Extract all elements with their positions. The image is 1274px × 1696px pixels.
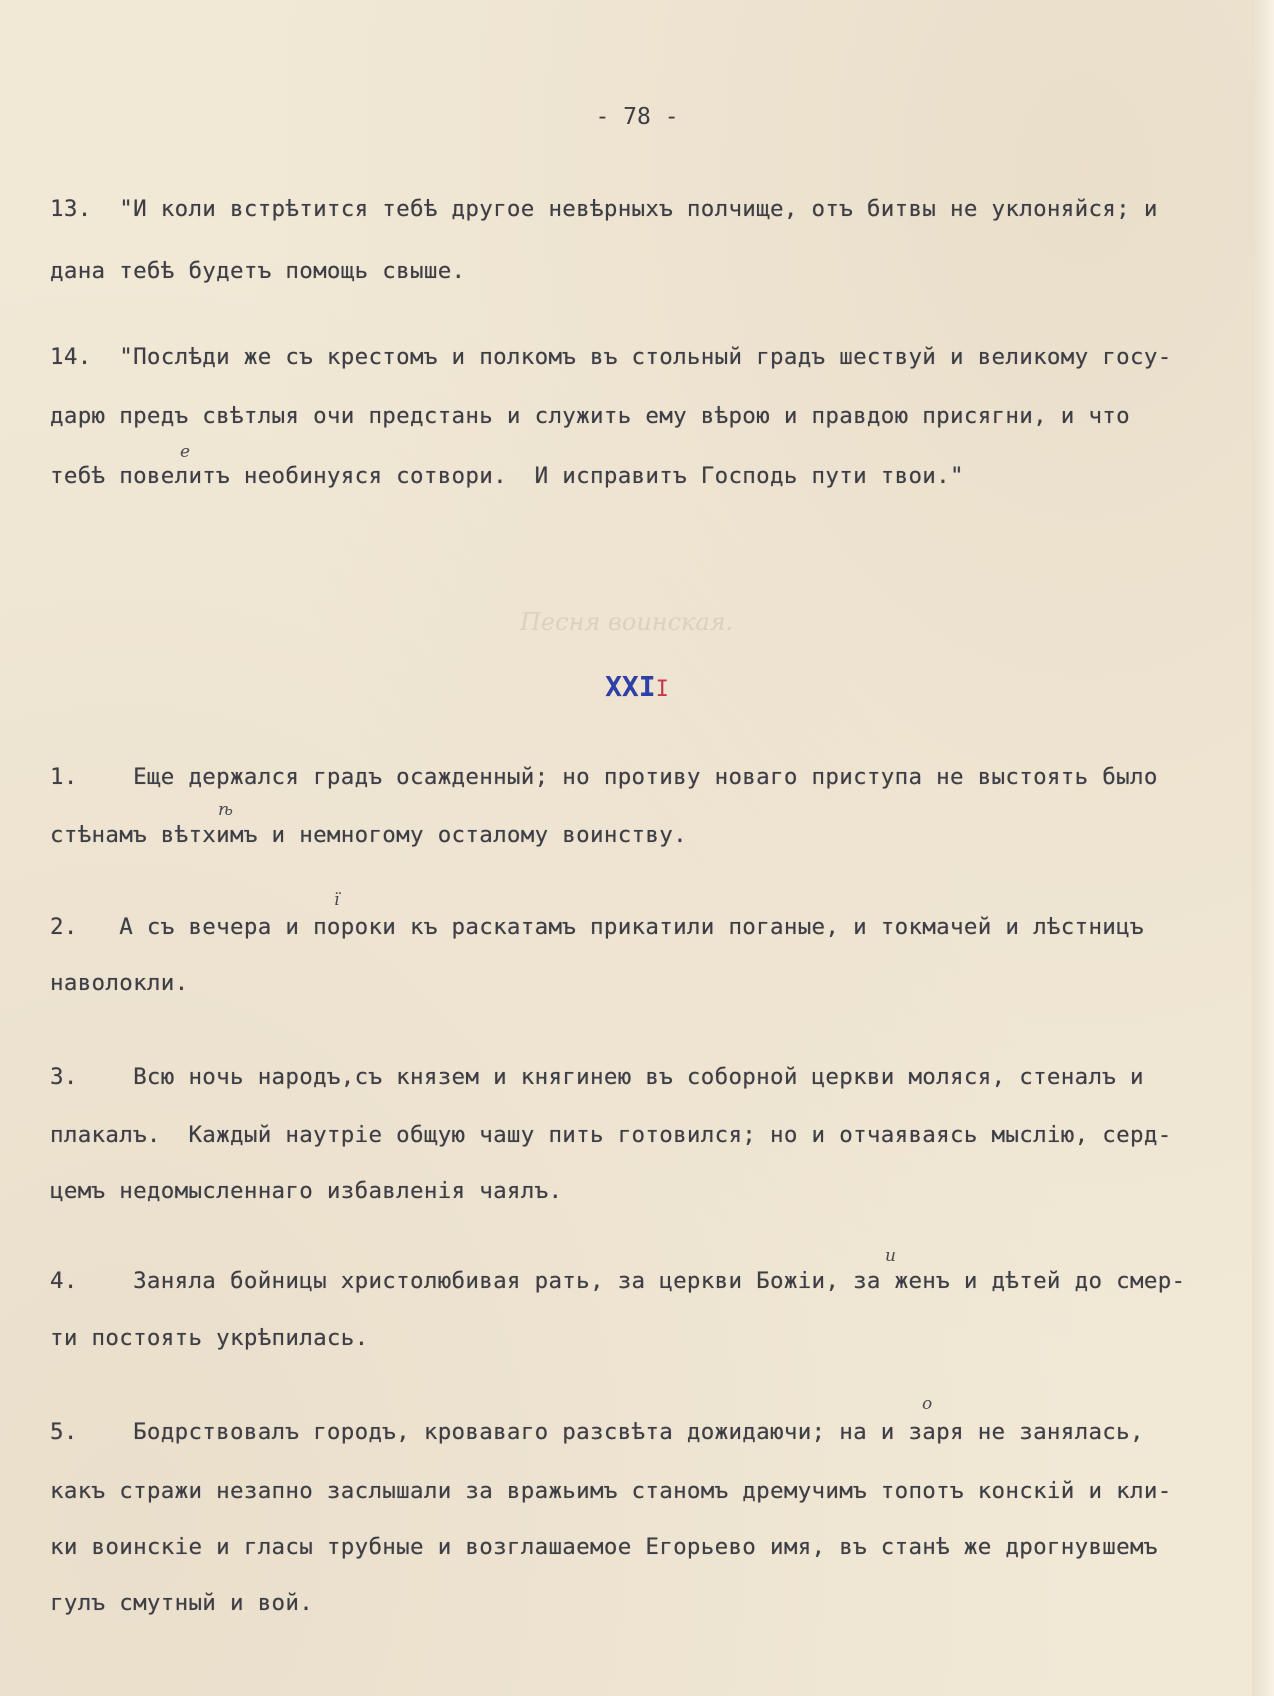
text-line: плакалъ. Каждый наутріе общую чашу пить готовился; но и отчаяваясь мыслію, серд- [50,1122,1172,1148]
text-line: какъ стражи незапно заслышали за вражьимъ станомъ дремучимъ топотъ конскій и кли- [50,1478,1172,1504]
text-line: гулъ смутный и вой. [50,1590,314,1616]
handwritten-correction: ѣ [218,800,233,820]
handwritten-correction: ї [334,890,340,910]
section-numeral-correction: I [655,677,669,702]
text-line: дарю предъ свѣтлыя очи предстань и служить ему вѣрою и правдою присягни, и что [50,403,1130,429]
handwritten-correction: и [885,1246,896,1266]
text-line: наволокли. [50,970,189,996]
text-line: 2. А съ вечера и пороки къ раскатамъ прикатили поганые, и токмачей и лѣстницъ [50,914,1144,940]
handwritten-correction: о [922,1394,933,1414]
text-line: тебѣ повелитъ необинуяся сотвори. И исправитъ Господь пути твои." [50,463,964,489]
text-line: стѣнамъ вѣтхимъ и немногому осталому воинству. [50,822,687,848]
text-line: 3. Всю ночь народъ,съ князем и княгинею въ соборной церкви моляся, стеналъ и [50,1064,1144,1090]
handwritten-correction: е [180,442,191,462]
section-numeral [0,670,1274,703]
section-numeral-text: XXI [605,670,656,703]
text-line: цемъ недомысленнаго избавленія чаялъ. [50,1178,563,1204]
paper-edge [1252,0,1274,1696]
faint-pencil-note: Песня воинская. [520,608,734,636]
text-line: 13. "И коли встрѣтится тебѣ другое невѣрныхъ полчище, отъ битвы не уклоняйся; и [50,196,1158,222]
text-line: дана тебѣ будетъ помощь свыше. [50,258,466,284]
text-line: 14. "Послѣди же съ крестомъ и полкомъ въ стольный градъ шествуй и великому госу- [50,344,1172,370]
page-number: - 78 - [595,104,679,130]
text-line: 1. Еще держался градъ осажденный; но противу новаго приступа не выстоять было [50,764,1158,790]
text-line: ти постоять укрѣпилась. [50,1325,369,1351]
text-line: 5. Бодрствовалъ городъ, кроваваго разсвѣта дожидаючи; на и заря не занялась, [50,1419,1144,1445]
text-line: ки воинскіе и гласы трубные и возглашаемое Егорьево имя, въ станѣ же дрогнувшемъ [50,1534,1158,1560]
text-line: 4. Заняла бойницы христолюбивая рать, за церкви Божіи, за женъ и дѣтей до смер- [50,1268,1186,1294]
